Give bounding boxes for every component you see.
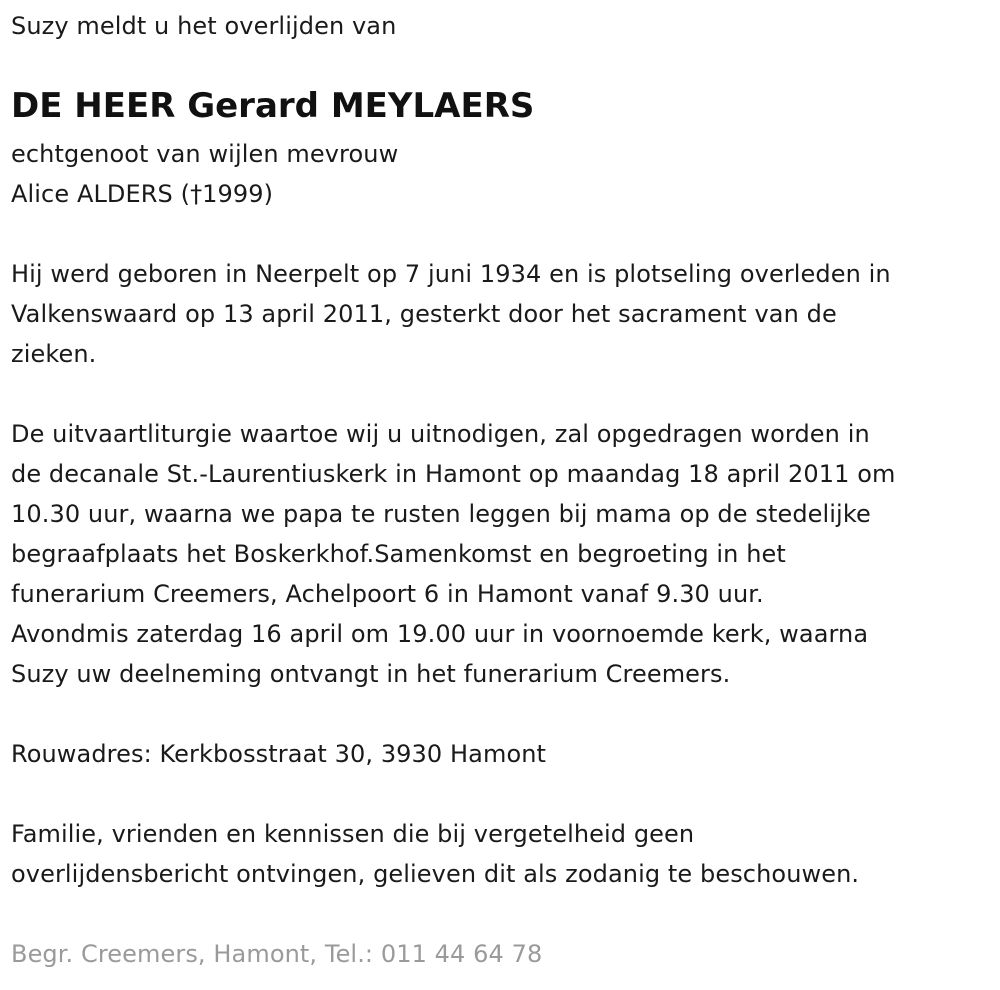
paragraph-line: Valkenswaard op 13 april 2011, gesterkt door het sacrament van de	[11, 300, 837, 328]
intro-text: Suzy meldt u het overlijden van	[11, 12, 397, 40]
paragraph-line: zieken.	[11, 340, 97, 368]
spouse-name-line: Alice ALDERS (†1999)	[11, 180, 274, 208]
paragraph-line: Avondmis zaterdag 16 april om 19.00 uur in voornoemde kerk, waarna	[11, 620, 869, 648]
footer-text: Begr. Creemers, Hamont, Tel.: 011 44 64 78	[11, 940, 543, 968]
paragraph-line: Familie, vrienden en kennissen die bij vergetelheid geen	[11, 820, 695, 848]
paragraph-line: begraafplaats het Boskerkhof.Samenkomst en begroeting in het	[11, 540, 786, 568]
paragraph-line: Suzy uw deelneming ontvangt in het funerarium Creemers.	[11, 660, 731, 688]
spouse-line: echtgenoot van wijlen mevrouw	[11, 140, 399, 168]
funeral-home-footer	[11, 934, 542, 974]
spouse-block	[11, 134, 398, 214]
notice-paragraph	[11, 814, 859, 894]
paragraph-line: de decanale St.-Laurentiuskerk in Hamont op maandag 18 april 2011 om	[11, 460, 896, 488]
mourning-address	[11, 734, 546, 774]
funeral-paragraph	[11, 414, 896, 694]
paragraph-line: overlijdensbericht ontvingen, gelieven dit als zodanig te beschouwen.	[11, 860, 860, 888]
paragraph-line: De uitvaartliturgie waartoe wij u uitnodigen, zal opgedragen worden in	[11, 420, 870, 448]
paragraph-line: funerarium Creemers, Achelpoort 6 in Hamont vanaf 9.30 uur.	[11, 580, 764, 608]
deceased-name: DE HEER Gerard MEYLAERS	[11, 86, 535, 126]
paragraph-line: 10.30 uur, waarna we papa te rusten leggen bij mama op de stedelijke	[11, 500, 871, 528]
paragraph-line: Hij werd geboren in Neerpelt op 7 juni 1934 en is plotseling overleden in	[11, 260, 891, 288]
mourning-address-line: Rouwadres: Kerkbosstraat 30, 3930 Hamont	[11, 740, 547, 768]
birth-death-paragraph	[11, 254, 891, 374]
